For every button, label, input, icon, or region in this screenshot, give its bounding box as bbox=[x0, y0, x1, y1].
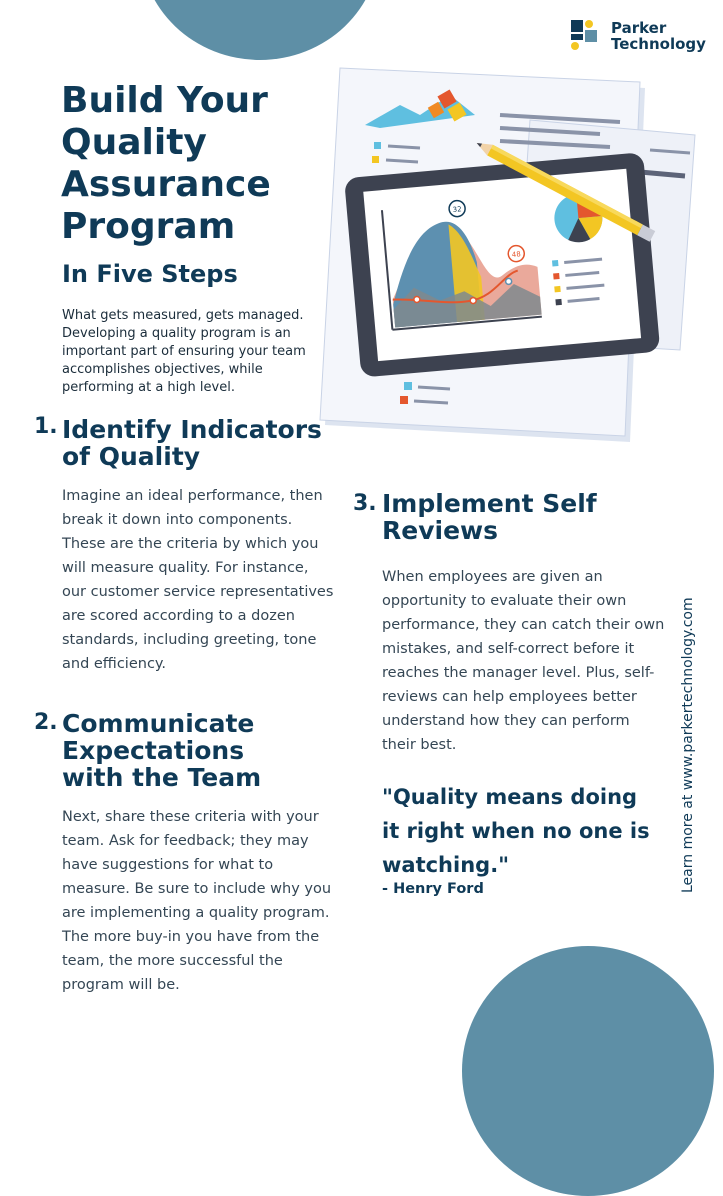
quote-author: - Henry Ford bbox=[382, 881, 484, 897]
website-link[interactable]: Learn more at www.parkertechnology.com bbox=[680, 597, 696, 893]
brand-logo[interactable] bbox=[571, 20, 706, 54]
decorative-circle-bottom bbox=[462, 946, 714, 1196]
intro-text: What gets measured, gets managed. Developing a quality program is an important part of ensuring your team accomplishes objectives, while performing at a high level. bbox=[62, 308, 306, 395]
quote-text: "Quality means doing it right when no one is watching." bbox=[382, 785, 650, 877]
step-3-title: Implement Self Reviews bbox=[382, 489, 597, 545]
step-1-number: 1. bbox=[34, 414, 58, 439]
page-subtitle: In Five Steps bbox=[62, 260, 238, 288]
step-2-number: 2. bbox=[34, 710, 58, 735]
chart-label-2: 48 bbox=[511, 250, 522, 260]
page-title: Build Your Quality Assurance Program bbox=[61, 80, 271, 247]
decorative-circle-top bbox=[140, 0, 380, 60]
logo-mark-icon bbox=[571, 20, 607, 54]
step-3-number: 3. bbox=[353, 491, 377, 516]
analytics-illustration bbox=[300, 60, 700, 450]
tablet-screen bbox=[363, 169, 641, 361]
step-1-body: Imagine an ideal performance, then break it down into components. These are the criteria by which you will measure quality. For instance, our customer service representatives are scored according to a dozen standards, including greeting, tone and efficiency. bbox=[62, 488, 334, 672]
brand-name-line1: Parker bbox=[611, 19, 667, 37]
chart-label-1: 32 bbox=[452, 205, 462, 214]
step-1-title: Identify Indicators of Quality bbox=[62, 415, 322, 471]
brand-name-line2: Technology bbox=[611, 35, 706, 53]
step-3-body: When employees are given an opportunity to evaluate their own performance, they can catch their own mistakes, and self-correct before it reaches the manager level. Plus, self-reviews can help employees better understand how they can perform their best. bbox=[382, 569, 665, 753]
step-2-body: Next, share these criteria with your team. Ask for feedback; they may have suggestions for what to measure. Be sure to include why you are implementing a quality program. The more buy-in you have from the team, the more successful the program will be. bbox=[62, 809, 332, 993]
tablet-device bbox=[344, 152, 660, 377]
step-2-title: Communicate Expectations with the Team bbox=[62, 709, 262, 792]
